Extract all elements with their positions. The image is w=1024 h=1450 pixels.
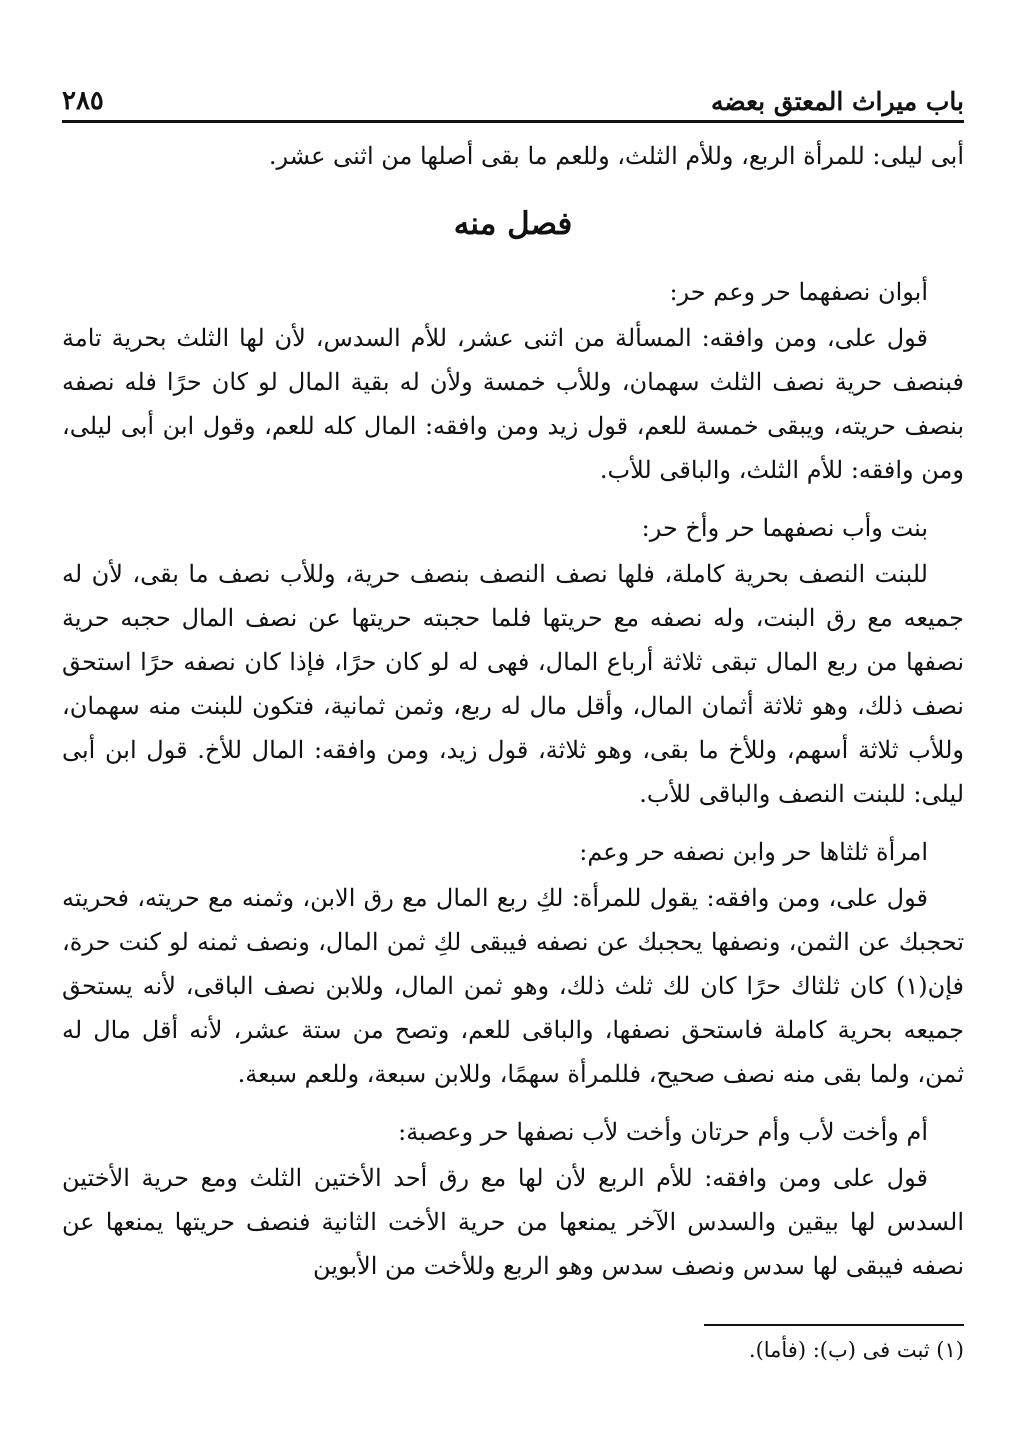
paragraph-continuation: أبى ليلى: للمرأة الربع، وللأم الثلث، وللعم ما بقى أصلها من اثنى عشر. — [268, 142, 964, 170]
page-header — [62, 78, 964, 116]
page-body — [62, 134, 964, 1288]
footnote: (١) ثبت فى (ب): (فأما). — [748, 1338, 964, 1362]
footnote-rule — [704, 1324, 964, 1326]
section-title: فصل منه — [453, 206, 573, 242]
page-number: ٢٨٥ — [62, 86, 104, 116]
paragraph-3: قول على، ومن وافقه: يقول للمرأة: لكِ ربع المال مع رق الابن، وثمنه مع حريته، فحريته تحجبك عن الثمن، ونصفها يحجبك عن نصفه فيبقى لكِ ثمن المال، ونصف ثمنه لو كنت حرة، فإن(١) كان ثلثاك حرًا كان لك ثلث ذلك، وهو ثمن المال، وللابن نصف الباقى، لأنه يستحق جميعه بحرية كاملة فاستحق نصفها، والباقى للعم، وتصح من ستة عشر، لأنه أقل مال له ثمن، ولما بقى منه نصف صحيح، فللمرأة سهمًا، وللابن سبعة، وللعم سبعة. — [62, 884, 965, 1088]
case-heading-4: أم وأخت لأب وأم حرتان وأخت لأب نصفها حر وعصبة: — [398, 1118, 928, 1146]
paragraph-2: للبنت النصف بحرية كاملة، فلها نصف النصف بنصف حرية، وللأب نصف ما بقى، لأن له جميعه مع رق البنت، وله نصفه مع حريتها فلما حجبته حريتها عن نصف المال حجبه حرية نصفها من ربع المال تبقى ثلاثة أرباع المال، فهى له لو كان حرًا، فإذا كان نصفه حرًا استحق نصف ذلك، وهو ثلاثة أثمان المال، وأقل مال له ربع، وثمن ثمانية، فتكون للبنت منه سهمان، وللأب ثلاثة أسهم، وللأخ ما بقى، وهو ثلاثة، قول زيد، ومن وافقه: المال للأخ. قول ابن أبى ليلى: للبنت النصف والباقى للأب. — [62, 560, 964, 808]
case-heading-3: امرأة ثلثاها حر وابن نصفه حر وعم: — [579, 838, 928, 866]
paragraph-4: قول على ومن وافقه: للأم الربع لأن لها مع رق أحد الأختين الثلث ومع حرية الأختين السدس لها بيقين والسدس الآخر يمنعها من حرية الأخت الثانية فنصف حريتها يمنعها عن نصفه فيبقى لها سدس ونصف سدس وهو الربع وللأخت من الأبوين — [62, 1164, 964, 1280]
paragraph-1: قول على، ومن وافقه: المسألة من اثنى عشر، للأم السدس، لأن لها الثلث بحرية تامة فبنصف حرية نصف الثلث سهمان، وللأب خمسة ولأن له بقية المال لو كان حرًا فله نصفه بنصف حريته، ويبقى خمسة للعم، قول زيد ومن وافقه: المال كله للعم، وقول ابن أبى ليلى، ومن وافقه: للأم الثلث، والباقى للأب. — [62, 324, 965, 484]
case-heading-1: أبوان نصفهما حر وعم حر: — [669, 278, 928, 306]
case-heading-2: بنت وأب نصفهما حر وأخ حر: — [641, 514, 928, 542]
header-rule — [62, 120, 964, 123]
running-title: باب ميراث المعتق بعضه — [710, 87, 964, 116]
